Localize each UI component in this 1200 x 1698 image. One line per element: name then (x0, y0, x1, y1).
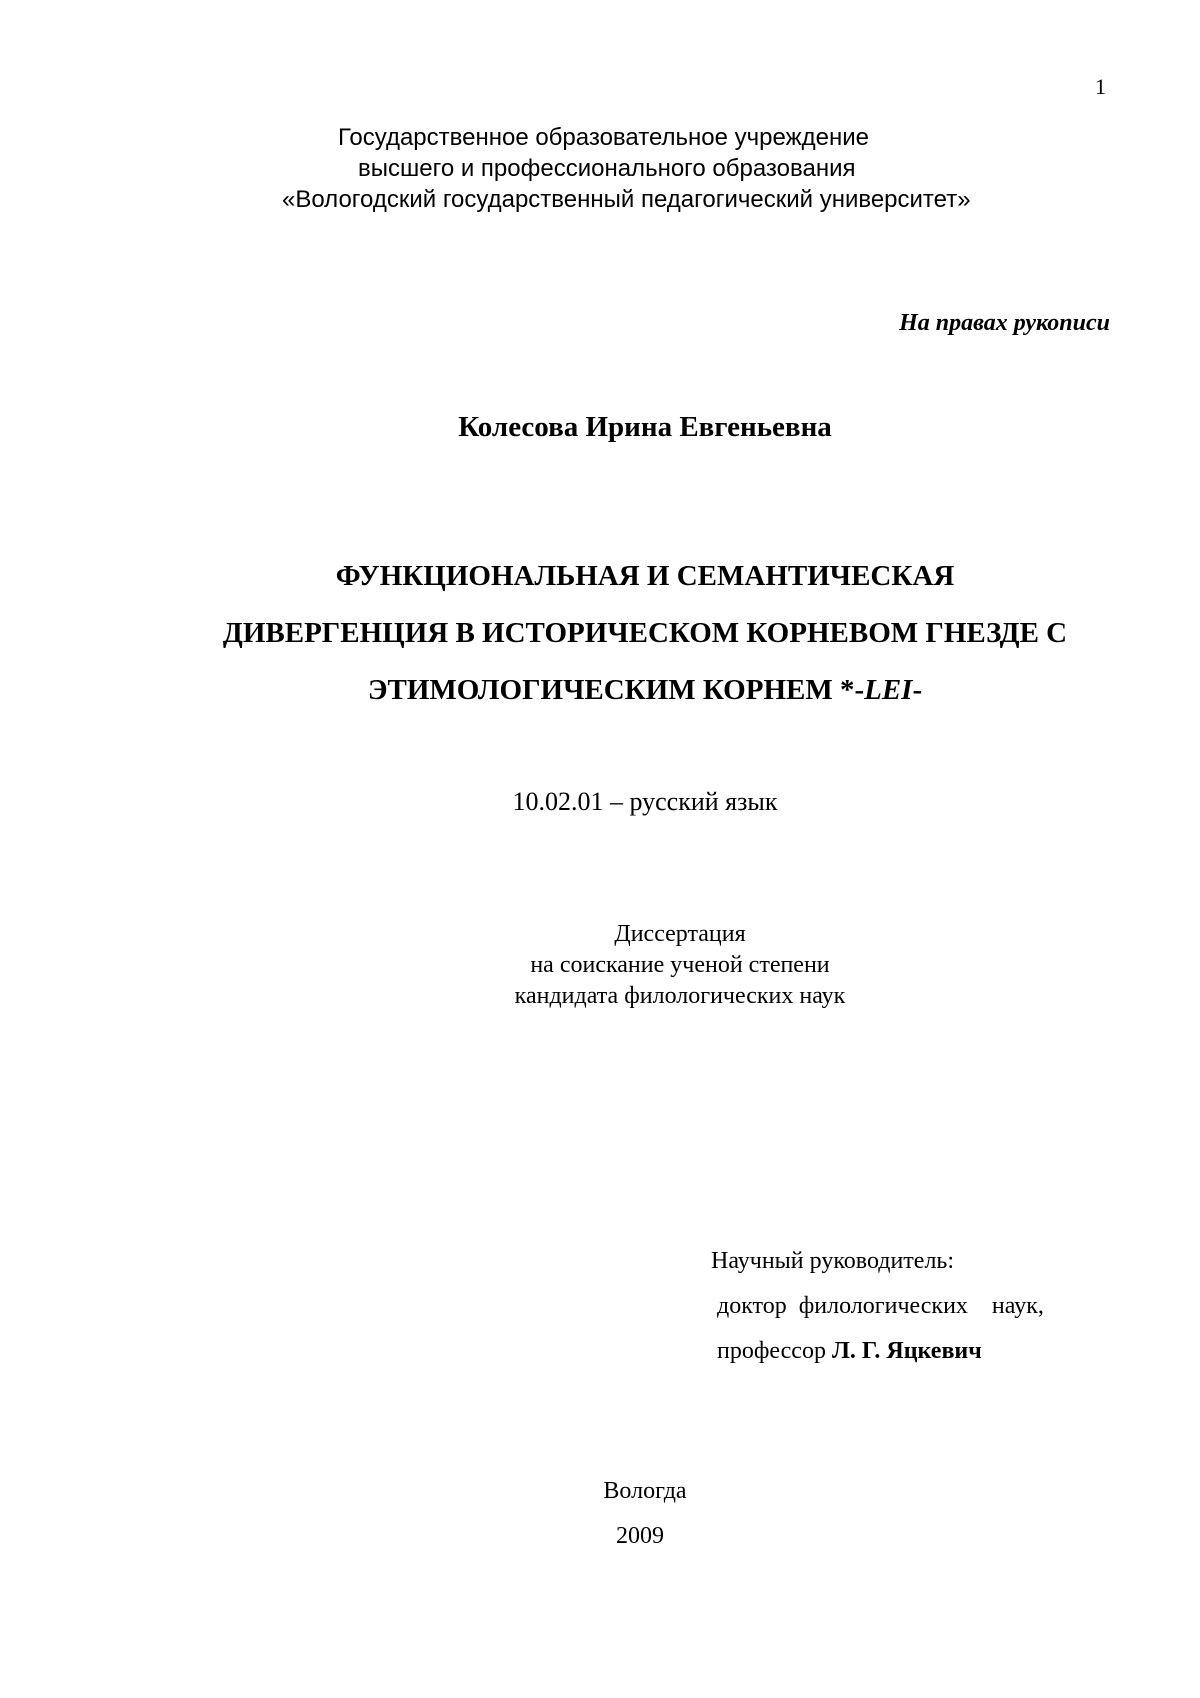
advisor-title-prefix: профессор (717, 1338, 826, 1364)
year: 2009 (616, 1523, 664, 1549)
title-line-3 (0, 662, 1200, 719)
title-line-3-prefix: ЭТИМОЛОГИЧЕСКИМ КОРНЕМ *- (367, 674, 865, 706)
degree-block (0, 919, 1200, 1012)
manuscript-note: На правах рукописи (899, 310, 1110, 336)
institution-line-3: «Вологодский государственный педагогический университет» (282, 186, 971, 213)
specialty-code: 10.02.01 – русский язык (512, 787, 778, 816)
advisor-heading: Научный руководитель: (711, 1248, 955, 1274)
title-line-2: ДИВЕРГЕНЦИЯ В ИСТОРИЧЕСКОМ КОРНЕВОМ ГНЕЗДЕ С (222, 617, 1068, 649)
advisor-title (711, 1329, 1044, 1374)
title-line-3-suffix: - (912, 674, 923, 706)
advisor-rank (711, 1284, 1044, 1329)
advisor-rank-part-2: наук, (991, 1293, 1044, 1319)
institution-line-1: Государственное образовательное учреждение (338, 124, 869, 151)
degree-line-2: на соискание ученой степени (530, 952, 830, 978)
page-number: 1 (1095, 74, 1106, 99)
author-name: Колесова Ирина Евгеньевна (458, 411, 832, 443)
advisor-block (711, 1239, 1044, 1374)
etymological-root: LEI (864, 674, 913, 706)
degree-line-1: Диссертация (614, 921, 746, 947)
degree-line-3: кандидата филологических наук (514, 983, 846, 1009)
institution-line-2: высшего и профессионального образования (358, 155, 856, 182)
advisor-rank-part-1: доктор филологических (717, 1293, 968, 1319)
title-line-1: ФУНКЦИОНАЛЬНАЯ И СЕМАНТИЧЕСКАЯ (335, 560, 955, 592)
city: Вологда (603, 1478, 687, 1504)
advisor-name: Л. Г. Яцкевич (831, 1338, 982, 1364)
dissertation-title (0, 548, 1200, 719)
